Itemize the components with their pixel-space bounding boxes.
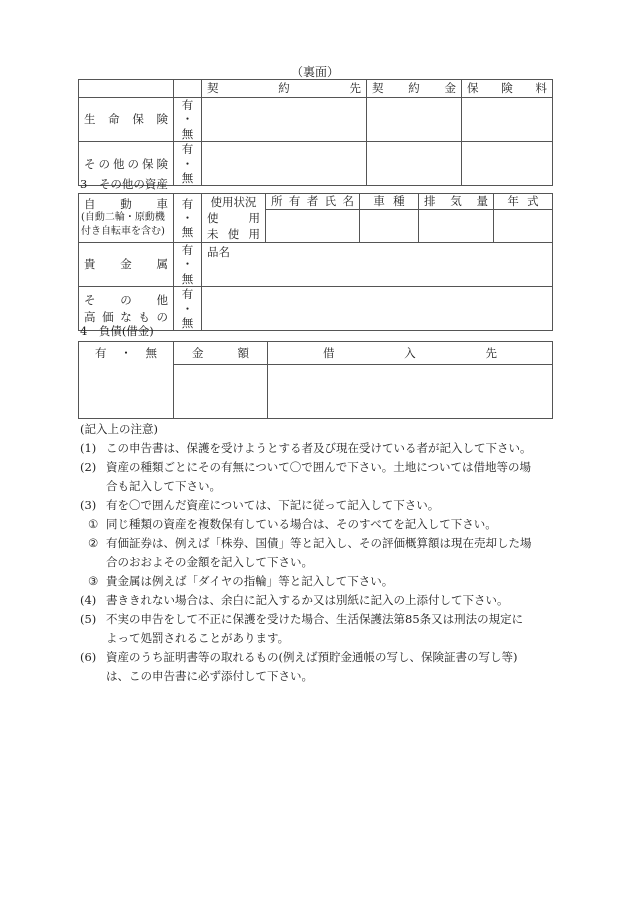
label-char: 使 bbox=[207, 211, 219, 225]
contractor-field[interactable] bbox=[202, 142, 367, 186]
option-yes[interactable]: 有 bbox=[181, 197, 194, 211]
header-char: 約 bbox=[408, 81, 420, 96]
label-char: そ bbox=[84, 156, 96, 171]
note-text: 同じ種類の資産を複数保有している場合は、そのすべてを記入して下さい。 bbox=[106, 517, 497, 531]
header-char: 気 bbox=[450, 194, 462, 209]
label-char: 高 bbox=[84, 309, 96, 324]
notes-heading: (記入上の注意) bbox=[80, 422, 158, 436]
contract-amount-field[interactable] bbox=[367, 142, 462, 186]
label-char: 車 bbox=[156, 197, 168, 211]
label-char: 動 bbox=[120, 197, 132, 211]
option-no[interactable]: 無 bbox=[181, 170, 194, 185]
label-life-insurance bbox=[79, 98, 174, 142]
yes-no-selector[interactable] bbox=[174, 98, 202, 142]
displacement-field[interactable] bbox=[419, 210, 494, 243]
note-text: 資産のうち証明書等の取れるもの(例えば預貯金通帳の写し、保険証書の写し等) bbox=[106, 650, 518, 664]
note-item bbox=[80, 591, 560, 610]
table-row-life-insurance bbox=[79, 98, 553, 142]
option-no[interactable]: 無 bbox=[181, 126, 194, 141]
header-char: 料 bbox=[535, 81, 547, 96]
debt-table bbox=[78, 341, 553, 419]
label-char: 険 bbox=[156, 156, 168, 171]
header-char: 借 bbox=[323, 345, 335, 360]
label-char: 金 bbox=[120, 257, 132, 272]
yes-no-selector[interactable] bbox=[174, 142, 202, 186]
note-text: 書ききれない場合は、余白に記入するか又は別紙に記入の上添付して下さい。 bbox=[106, 593, 509, 607]
header-char: 年 bbox=[507, 194, 519, 209]
header-char: 保 bbox=[467, 81, 479, 96]
other-valuables-field[interactable] bbox=[202, 287, 553, 331]
note-item bbox=[80, 439, 560, 458]
header-contract-amount bbox=[367, 80, 462, 98]
label-char: の bbox=[127, 156, 139, 171]
item-name-label: 品名 bbox=[207, 245, 230, 259]
note-item bbox=[80, 458, 560, 496]
note-number: (1) bbox=[80, 441, 97, 455]
header-vehicle-type bbox=[360, 194, 419, 210]
section-3-title: 3 その他の資産 bbox=[80, 177, 168, 191]
option-no[interactable]: 無 bbox=[181, 225, 194, 239]
header-char: 量 bbox=[476, 194, 488, 209]
label-char: 未 bbox=[207, 227, 219, 241]
header-char: 約 bbox=[278, 81, 290, 96]
contract-amount-field[interactable] bbox=[367, 98, 462, 142]
header-char: 先 bbox=[485, 345, 497, 360]
note-number: (3) bbox=[80, 498, 97, 512]
separator-dot: ・ bbox=[181, 112, 194, 127]
note-number: (4) bbox=[80, 593, 97, 607]
model-year-field[interactable] bbox=[494, 210, 553, 243]
usage-option-in-use[interactable] bbox=[202, 210, 265, 226]
header-char: 排 bbox=[424, 194, 436, 209]
debt-header-row bbox=[79, 342, 553, 365]
header-char: 名 bbox=[342, 194, 354, 209]
yes-no-selector[interactable] bbox=[174, 194, 202, 243]
label-char: 険 bbox=[156, 112, 168, 127]
insurance-header-row bbox=[79, 80, 553, 98]
option-yes[interactable]: 有 bbox=[181, 98, 194, 112]
yes-no-char: 無 bbox=[145, 346, 157, 360]
note-item bbox=[80, 648, 560, 686]
note-item bbox=[80, 534, 560, 572]
note-number: ② bbox=[88, 536, 99, 550]
usage-status-header: 使用状況 bbox=[210, 195, 257, 209]
separator-dot: ・ bbox=[181, 211, 194, 225]
header-char: 種 bbox=[393, 194, 405, 209]
note-number: (2) bbox=[80, 460, 97, 474]
header-char: 金 bbox=[444, 81, 456, 96]
header-char: 契 bbox=[372, 81, 384, 96]
item-name-field[interactable] bbox=[202, 243, 553, 287]
vehicle-type-field[interactable] bbox=[360, 210, 419, 243]
separator-dot: ・ bbox=[181, 156, 194, 171]
header-char: 入 bbox=[404, 345, 416, 360]
blank-header-cell bbox=[79, 80, 174, 98]
header-contractor bbox=[202, 80, 367, 98]
header-lender bbox=[268, 342, 553, 365]
label-char: 属 bbox=[156, 257, 168, 272]
insurance-table bbox=[78, 79, 553, 186]
yes-no-char: ・ bbox=[120, 346, 132, 360]
header-amount bbox=[174, 342, 268, 365]
label-char: 用 bbox=[248, 227, 260, 241]
option-no[interactable]: 無 bbox=[181, 315, 194, 330]
amount-field[interactable] bbox=[174, 365, 268, 419]
lender-field[interactable] bbox=[268, 365, 553, 419]
note-item bbox=[80, 610, 560, 648]
other-assets-table bbox=[78, 193, 553, 331]
label-char: の bbox=[98, 156, 110, 171]
section-4-title: 4 負債(借金) bbox=[80, 324, 154, 338]
header-char: 険 bbox=[501, 81, 513, 96]
label-char: も bbox=[138, 309, 150, 324]
table-row-precious-metal bbox=[79, 243, 553, 287]
note-text: 貴金属は例えば「ダイヤの指輪」等と記入して下さい。 bbox=[106, 574, 394, 588]
label-char: 他 bbox=[156, 292, 168, 307]
note-text: 有を〇で囲んだ資産については、下記に従って記入して下さい。 bbox=[106, 498, 440, 512]
header-char: 有 bbox=[288, 194, 301, 209]
yes-no-selector[interactable] bbox=[174, 243, 202, 287]
note-text: 有価証券は、例えば「株券、国債」等と記入し、その評価概算額は現在売却した場 bbox=[106, 536, 532, 550]
note-text: 合のおおよその金額を記入して下さい。 bbox=[106, 555, 313, 569]
header-model-year bbox=[494, 194, 553, 210]
car-sublabel: (自動二輪・原動機 bbox=[81, 212, 165, 223]
label-char: 価 bbox=[102, 309, 114, 324]
blank-header-cell bbox=[174, 80, 202, 98]
usage-option-unused[interactable] bbox=[202, 226, 265, 242]
note-text: は、この申告書に必ず添付して下さい。 bbox=[106, 669, 313, 683]
label-char: 自 bbox=[84, 197, 96, 211]
note-text: この申告書は、保護を受けようとする者及び現在受けている者が記入して下さい。 bbox=[106, 441, 532, 455]
label-char: 用 bbox=[248, 211, 260, 225]
header-displacement bbox=[419, 194, 494, 210]
header-char: 者 bbox=[306, 194, 319, 209]
option-no[interactable]: 無 bbox=[181, 271, 194, 286]
option-yes[interactable]: 有 bbox=[181, 142, 194, 157]
separator-dot: ・ bbox=[181, 257, 194, 272]
header-char: 所 bbox=[271, 194, 283, 209]
note-text: 不実の申告をして不正に保護を受けた場合、生活保護法第85条又は刑法の規定に bbox=[106, 612, 524, 626]
note-text: 合も記入して下さい。 bbox=[106, 479, 221, 493]
owner-name-field[interactable] bbox=[266, 210, 360, 243]
yes-no-char: 有 bbox=[95, 346, 107, 360]
premium-field[interactable] bbox=[462, 98, 553, 142]
label-char: 貴 bbox=[84, 257, 96, 272]
label-char: 他 bbox=[113, 156, 125, 171]
page-title: （裏面） bbox=[290, 65, 339, 79]
debt-yes-no-selector[interactable] bbox=[79, 342, 174, 419]
label-char: な bbox=[120, 309, 132, 324]
note-number: ③ bbox=[88, 574, 99, 588]
label-car bbox=[79, 194, 174, 243]
contractor-field[interactable] bbox=[202, 98, 367, 142]
header-char: 氏 bbox=[324, 194, 337, 209]
label-char: 命 bbox=[108, 112, 120, 127]
header-premium bbox=[462, 80, 553, 98]
header-owner-name bbox=[266, 194, 360, 210]
label-char: 保 bbox=[142, 156, 154, 171]
label-char: 保 bbox=[132, 112, 144, 127]
note-text: よって処罰されることがあります。 bbox=[106, 631, 290, 645]
note-item bbox=[80, 572, 560, 591]
note-number: ① bbox=[88, 517, 99, 531]
note-number: (5) bbox=[80, 612, 97, 626]
car-sublabel: 付き自転車を含む) bbox=[81, 226, 165, 237]
option-yes[interactable]: 有 bbox=[181, 243, 194, 257]
label-char: の bbox=[120, 292, 132, 307]
header-char: 契 bbox=[207, 81, 219, 96]
car-header-row bbox=[79, 194, 553, 210]
label-char: 生 bbox=[84, 112, 96, 127]
notes-section bbox=[80, 420, 560, 686]
header-char: 先 bbox=[349, 81, 361, 96]
usage-status-cell[interactable] bbox=[202, 194, 266, 243]
header-char: 金 bbox=[192, 345, 204, 360]
note-item bbox=[80, 515, 560, 534]
note-item bbox=[80, 496, 560, 515]
label-char: 使 bbox=[227, 227, 240, 241]
premium-field[interactable] bbox=[462, 142, 553, 186]
note-number: (6) bbox=[80, 650, 97, 664]
separator-dot: ・ bbox=[181, 301, 194, 316]
header-char: 式 bbox=[527, 194, 539, 209]
note-text: 資産の種類ごとにその有無について〇で囲んで下さい。土地については借地等の場 bbox=[106, 460, 532, 474]
header-char: 車 bbox=[373, 194, 385, 209]
label-char: の bbox=[156, 309, 168, 324]
label-precious-metal bbox=[79, 243, 174, 287]
option-yes[interactable]: 有 bbox=[181, 287, 194, 302]
yes-no-selector[interactable] bbox=[174, 287, 202, 331]
header-char: 額 bbox=[237, 345, 249, 360]
label-char: そ bbox=[84, 292, 96, 307]
